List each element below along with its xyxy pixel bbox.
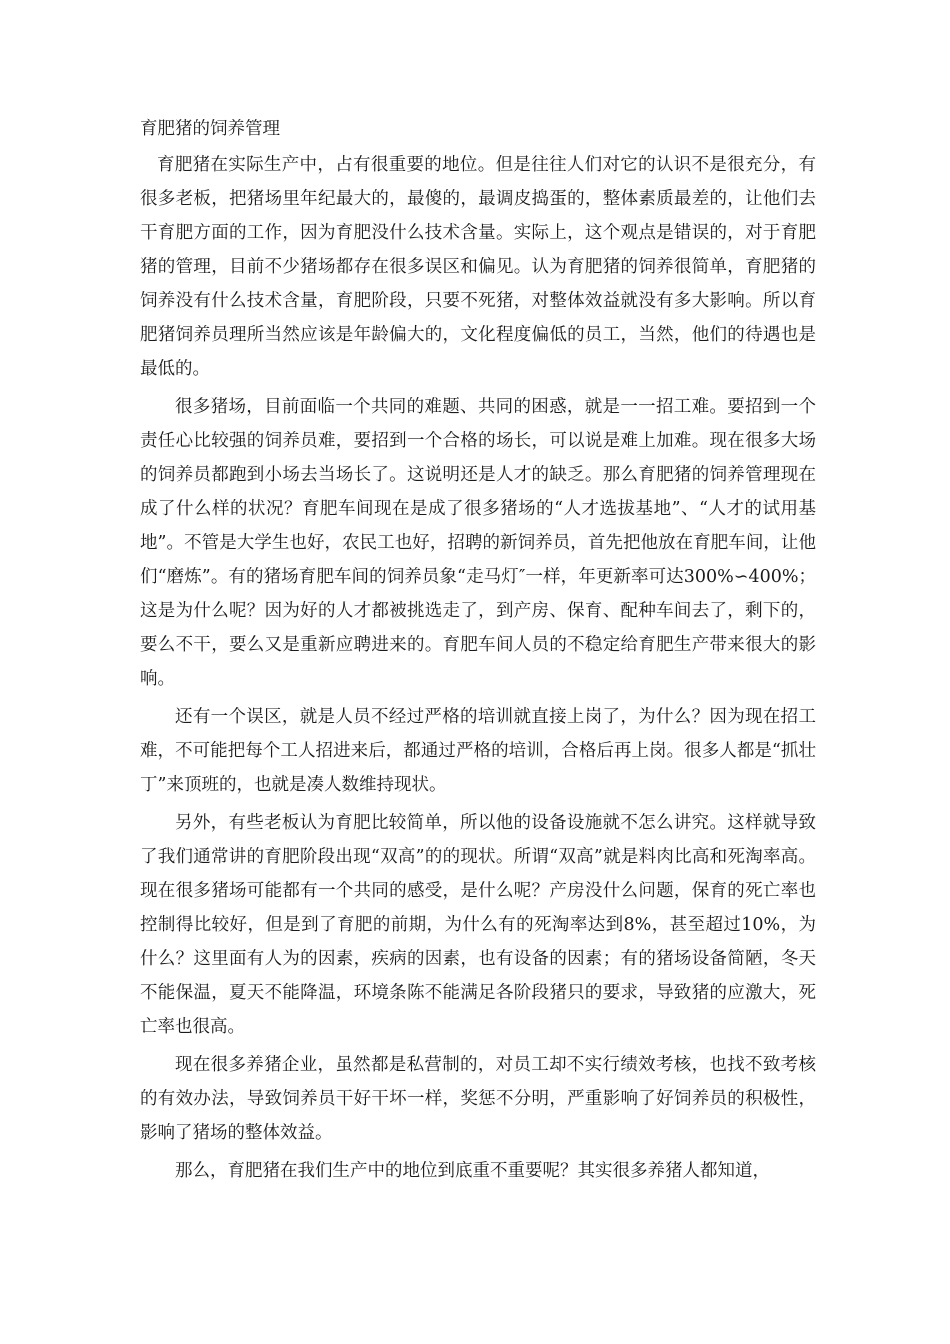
paragraph-6: 那么，育肥猪在我们生产中的地位到底重不重要呢？其实很多养猪人都知道， [175,1161,770,1181]
paragraph-5: 现在很多养猪企业，虽然都是私营制的，对员工却不实行绩效考核，也找不致考核的有效办法，导致饲养员干好干坏一样，奖惩不分明，严重影响了好饲养员的积极性，影响了猪场的整体效益。 [140,1055,816,1143]
paragraph-1: 育肥猪在实际生产中，占有很重要的地位。但是往往人们对它的认识不是很充分，有很多老板，把猪场里年纪最大的，最傻的，最调皮捣蛋的，整体素质最差的，让他们去干育肥方面的工作，因为育肥没什么技术含量。实际上，这个观点是错误的，对于育肥猪的管理，目前不少猪场都存在很多误区和偏见。认为育肥猪的饲养很简单，育肥猪的饲养没有什么技术含量，育肥阶段，只要不死猪，对整体效益就没有多大影响。所以育肥猪饲养员理所当然应该是年龄偏大的，文化程度偏低的员工，当然，他们的待遇也是最低的。 [140,155,816,379]
document-body [140,118,816,1192]
paragraph-3: 还有一个误区，就是人员不经过严格的培训就直接上岗了，为什么？因为现在招工难，不可能把每个工人招进来后，都通过严格的培训，合格后再上岗。很多人都是“抓壮丁”来顶班的，也就是凑人数维持现状。 [140,707,816,795]
paragraph-2: 很多猪场，目前面临一个共同的难题、共同的困惑，就是一一招工难。要招到一个责任心比较强的饲养员难，要招到一个合格的场长，可以说是难上加难。现在很多大场的饲养员都跑到小场去当场长了。这说明还是人才的缺乏。那么育肥猪的饲养管理现在成了什么样的状况？育肥车间现在是成了很多猪场的“人才选拔基地”、“人才的试用基地”。不管是大学生也好，农民工也好，招聘的新饲养员，首先把他放在育肥车间，让他们“磨炼”。有的猪场育肥车间的饲养员象“走马灯″一样，年更新率可达300%∽400%；这是为什么呢？因为好的人才都被挑选走了，到产房、保育、配种车间去了，剩下的，要么不干，要么又是重新应聘进来的。育肥车间人员的不稳定给育肥生产带来很大的影响。 [140,397,816,689]
paragraph-4: 另外，有些老板认为育肥比较简单，所以他的设备设施就不怎么讲究。这样就导致了我们通常讲的育肥阶段出现“双高”的的现状。所谓“双高”就是料肉比高和死淘率高。现在很多猪场可能都有一个共同的感受，是什么呢？产房没什么问题，保育的死亡率也控制得比较好，但是到了育肥的前期，为什么有的死淘率达到8%，甚至超过10%，为什么？这里面有人为的因素，疾病的因素，也有设备的因素；有的猪场设备简陋，冬天不能保温，夏天不能降温，环境条陈不能满足各阶段猪只的要求，导致猪的应激大，死亡率也很高。 [140,813,816,1037]
document-title: 育肥猪的饲养管理 [140,119,280,139]
